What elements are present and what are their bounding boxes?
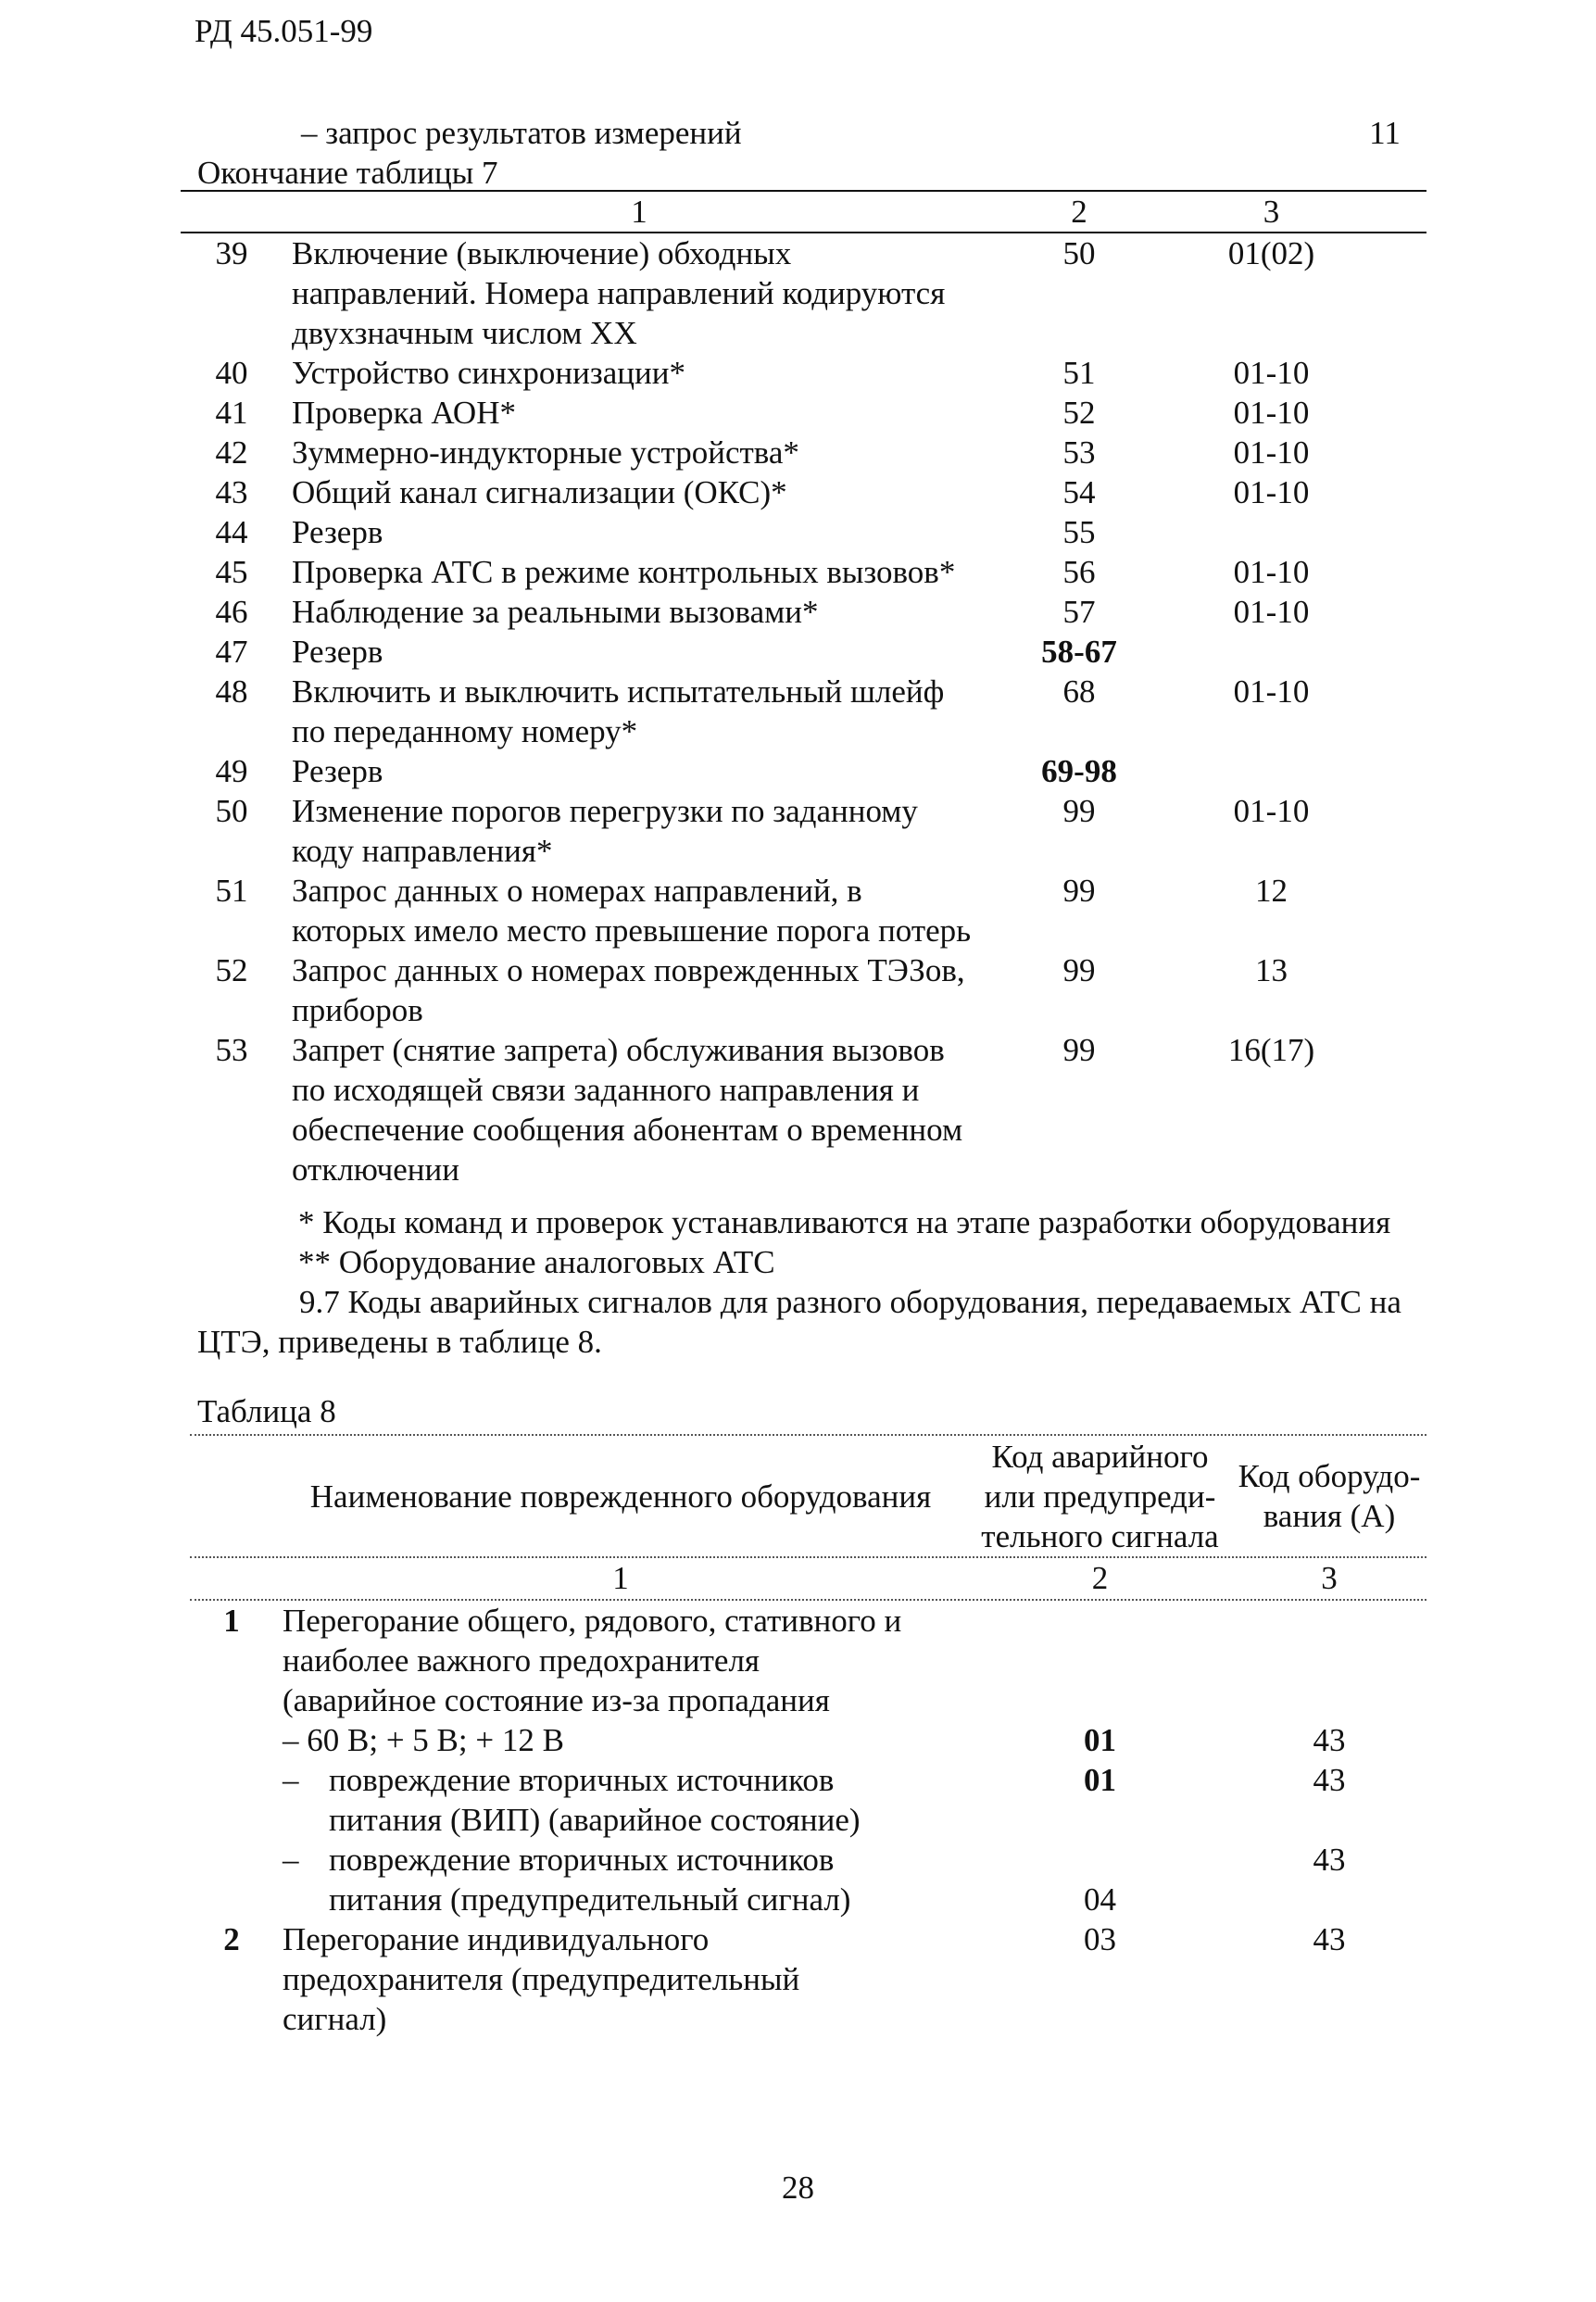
pre-row-text: – запрос результатов измерений xyxy=(301,115,742,151)
table8 xyxy=(190,1434,1426,2039)
row-code: 99 xyxy=(1062,873,1096,909)
row-name: Общий канал сигнализации (ОКС)* xyxy=(292,474,787,510)
row-value: 01(02) xyxy=(1227,235,1315,271)
table-row xyxy=(181,233,1426,353)
row-value: 12 xyxy=(1255,873,1288,909)
table-row xyxy=(181,950,1426,1030)
row-equipment: 43 xyxy=(1313,1921,1346,1957)
row-name: Запрет (снятие запрета) обслуживания вызовов по исходящей связи заданного направления и обеспечение сообщения абонентам о временном отключении xyxy=(292,1032,963,1188)
row-number: 42 xyxy=(215,434,248,471)
row-name: Включение (выключение) обходных направлений. Номера направлений кодируются двухзначным числом XX xyxy=(292,235,946,351)
row-code: 54 xyxy=(1062,474,1096,510)
row-value xyxy=(1162,751,1380,791)
table7-header-row xyxy=(181,192,1426,232)
table-row xyxy=(181,393,1426,433)
subrow-equipment: 43 xyxy=(1313,1722,1346,1758)
col-header: 3 xyxy=(1263,194,1280,230)
row-number: 47 xyxy=(215,634,248,670)
subrow-name: – 60 В; + 5 В; + 12 В xyxy=(283,1722,564,1758)
table8-header-row xyxy=(190,1436,1426,1556)
row-code: 68 xyxy=(1062,673,1096,710)
row-number: 45 xyxy=(215,554,248,590)
table-row xyxy=(181,592,1426,632)
row-number: 1 xyxy=(223,1603,240,1639)
row-code: 50 xyxy=(1062,235,1096,271)
footnotes xyxy=(298,1202,1390,1282)
table-subrow xyxy=(190,1840,1426,1919)
table-row xyxy=(181,672,1426,751)
row-name: Резерв xyxy=(292,514,383,550)
row-number: 40 xyxy=(215,355,248,391)
subrow-name: – повреждение вторичных источников питания (ВИП) (аварийное состояние) xyxy=(283,1762,861,1838)
row-code: 99 xyxy=(1062,1032,1096,1068)
row-value: 01-10 xyxy=(1233,554,1310,590)
row-code: 57 xyxy=(1062,594,1096,630)
table-subrow xyxy=(190,1760,1426,1840)
col-number: 1 xyxy=(612,1560,629,1596)
row-number: 52 xyxy=(215,952,248,988)
table7 xyxy=(181,190,1426,1189)
paragraph-line: 9.7 Коды аварийных сигналов для разного оборудования, передаваемых АТС на xyxy=(299,1284,1401,1320)
table7-caption: Окончание таблицы 7 xyxy=(197,155,498,191)
row-code: 99 xyxy=(1062,952,1096,988)
table-row xyxy=(181,751,1426,791)
row-number: 39 xyxy=(215,235,248,271)
row-code: 99 xyxy=(1062,793,1096,829)
table-row xyxy=(181,1030,1426,1189)
col-header: 1 xyxy=(631,194,647,230)
row-value: 16(17) xyxy=(1227,1032,1315,1068)
row-code: 51 xyxy=(1062,355,1096,391)
row-name: Устройство синхронизации* xyxy=(292,355,685,391)
document-code: РД 45.051-99 xyxy=(195,13,373,49)
row-name: Перегорание индивидуального предохранителя (предупредительный сигнал) xyxy=(283,1921,800,2037)
row-value xyxy=(1162,632,1380,672)
paragraph-line: ЦТЭ, приведены в таблице 8. xyxy=(197,1324,602,1360)
table-row xyxy=(181,552,1426,592)
row-value: 01-10 xyxy=(1233,355,1310,391)
col-header: 2 xyxy=(1071,194,1087,230)
row-name: Проверка АОН* xyxy=(292,395,516,431)
row-name: Запрос данных о номерах поврежденных ТЭЗов, приборов xyxy=(292,952,965,1028)
row-value: 01-10 xyxy=(1233,434,1310,471)
table8-caption: Таблица 8 xyxy=(197,1393,336,1429)
row-value: 01-10 xyxy=(1233,395,1310,431)
row-value: 13 xyxy=(1255,952,1288,988)
row-value: 01-10 xyxy=(1233,793,1310,829)
table-row xyxy=(181,433,1426,472)
row-name: Изменение порогов перегрузки по заданному коду направления* xyxy=(292,793,918,869)
row-code: 03 xyxy=(1084,1921,1116,1957)
row-number: 53 xyxy=(215,1032,248,1068)
subrow-code: 04 xyxy=(1084,1881,1116,1918)
paragraph-9-7 xyxy=(197,1282,1439,1362)
row-code: 53 xyxy=(1062,434,1096,471)
row-number: 46 xyxy=(215,594,248,630)
row-value: 01-10 xyxy=(1233,673,1310,710)
row-code: 56 xyxy=(1062,554,1096,590)
row-name: Зуммерно-индукторные устройства* xyxy=(292,434,799,471)
row-code: 52 xyxy=(1062,395,1096,431)
row-number: 2 xyxy=(223,1921,240,1957)
subrow-code: 01 xyxy=(1084,1722,1116,1758)
row-code: 55 xyxy=(1062,514,1096,550)
row-value: 01-10 xyxy=(1233,594,1310,630)
col-header-name: Наименование поврежденного оборудования xyxy=(309,1478,932,1515)
table-row xyxy=(181,791,1426,871)
row-value xyxy=(1162,512,1380,552)
row-name: Проверка АТС в режиме контрольных вызовов* xyxy=(292,554,956,590)
table-row xyxy=(190,1919,1426,2039)
row-name: Включить и выключить испытательный шлейф по переданному номеру* xyxy=(292,673,945,749)
table-row xyxy=(181,632,1426,672)
pre-row-value: 11 xyxy=(1369,115,1401,151)
table8-col-numbers xyxy=(190,1558,1426,1599)
subrow-equipment: 43 xyxy=(1313,1762,1346,1798)
row-name: Резерв xyxy=(292,634,383,670)
footnote: * Коды команд и проверок устанавливаются на этапе разработки оборудования xyxy=(298,1204,1391,1240)
table-row xyxy=(181,353,1426,393)
footnote: ** Оборудование аналоговых АТС xyxy=(298,1244,775,1280)
row-number: 43 xyxy=(215,474,248,510)
row-name: Резерв xyxy=(292,753,383,789)
row-code: 69-98 xyxy=(1041,753,1117,789)
row-number: 50 xyxy=(215,793,248,829)
col-number: 3 xyxy=(1321,1560,1338,1596)
table-row xyxy=(181,871,1426,950)
table-row xyxy=(181,472,1426,512)
subrow-code: 01 xyxy=(1084,1762,1116,1798)
row-value: 01-10 xyxy=(1233,474,1310,510)
col-header-equipment: Код оборудо- вания (А) xyxy=(1238,1458,1421,1534)
row-number: 44 xyxy=(215,514,248,550)
table-subrow xyxy=(190,1720,1426,1760)
row-number: 49 xyxy=(215,753,248,789)
col-header-code: Код аварийного или предупреди- тельного сигнала xyxy=(981,1438,1219,1554)
table-row xyxy=(181,512,1426,552)
col-number: 2 xyxy=(1091,1560,1109,1596)
table-row xyxy=(190,1601,1426,1720)
row-name: Перегорание общего, рядового, стативного и наиболее важного предохранителя (аварийное состояние из-за пропадания xyxy=(283,1603,902,1718)
subrow-equipment: 43 xyxy=(1313,1842,1346,1878)
page-number: 28 xyxy=(782,2170,814,2206)
row-number: 48 xyxy=(215,673,248,710)
row-name: Запрос данных о номерах направлений, в которых имело место превышение порога потерь xyxy=(292,873,972,949)
row-number: 41 xyxy=(215,395,248,431)
row-name: Наблюдение за реальными вызовами* xyxy=(292,594,819,630)
row-code: 58-67 xyxy=(1041,634,1117,670)
row-number: 51 xyxy=(215,873,248,909)
pre-table-row xyxy=(301,113,1431,153)
subrow-name: – повреждение вторичных источников питания (предупредительный сигнал) xyxy=(283,1842,851,1918)
